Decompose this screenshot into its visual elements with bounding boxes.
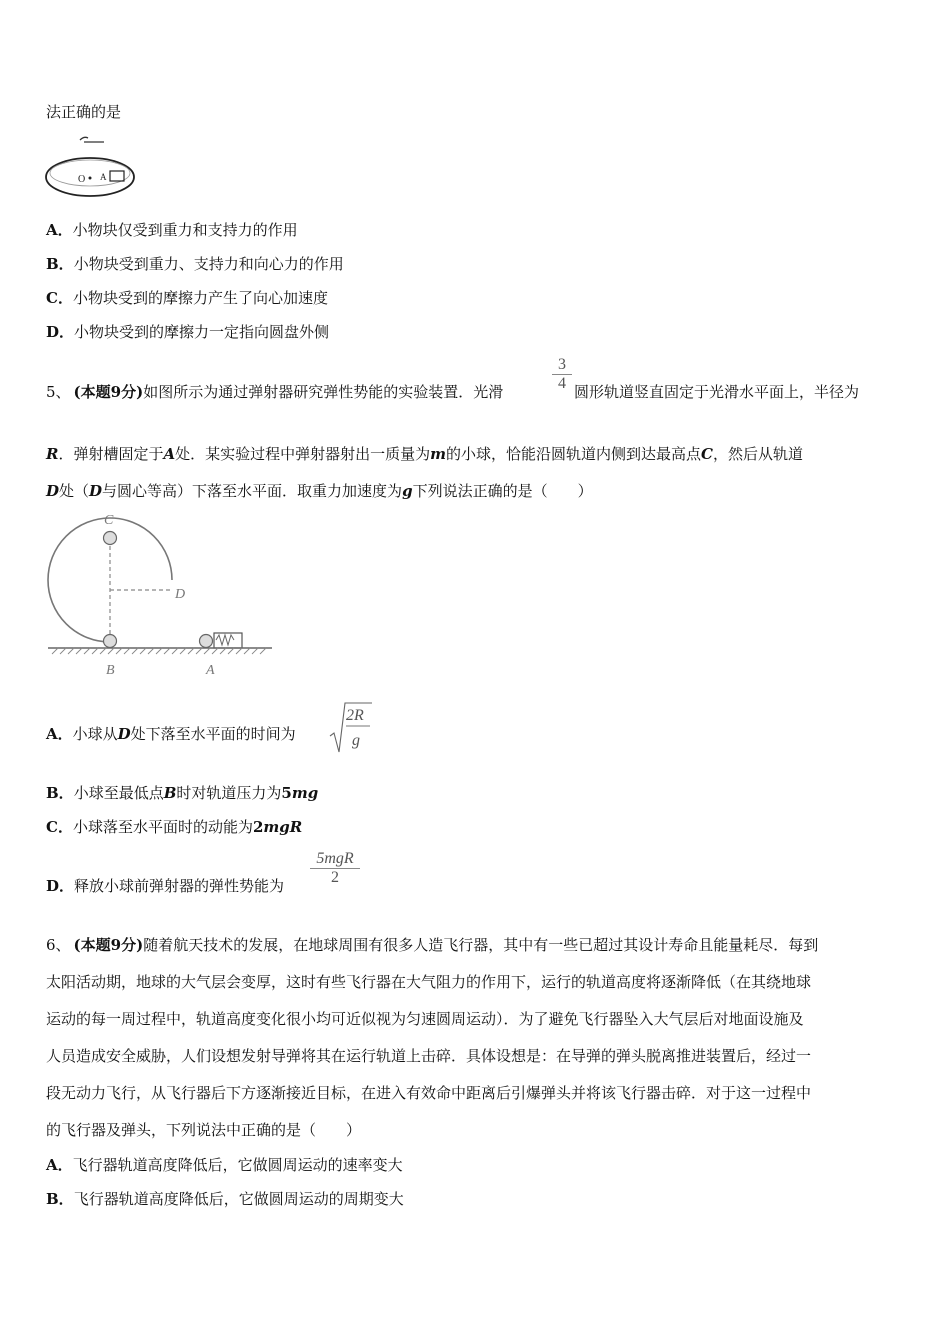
center-o-label: O	[78, 174, 86, 185]
q5-option-b[interactable]: B．小球至最低点B时对轨道压力为5mg	[46, 784, 319, 802]
ball-at-c	[104, 532, 117, 545]
q4-option-b[interactable]: B．小物块受到重力、支持力和向心力的作用	[46, 255, 344, 273]
q6-score: (本题9分)	[73, 936, 144, 954]
q5-stem-line-3: D处（D与圆心等高）下落至水平面．取重力加速度为g下列说法正确的是（ ）	[46, 482, 593, 500]
turntable-figure	[44, 132, 140, 198]
svg-text:g: g	[352, 732, 360, 749]
q4-option-a[interactable]: A．小物块仅受到重力和支持力的作用	[46, 221, 298, 239]
q6-number: 6、	[46, 936, 71, 954]
q4-option-d[interactable]: D．小物块受到的摩擦力一定指向圆盘外侧	[46, 323, 330, 341]
label-b: B	[106, 663, 115, 678]
q5-option-c[interactable]: C．小球落至水平面时的动能为2mgR	[46, 818, 303, 836]
ball-at-a	[200, 635, 213, 648]
sqrt-2r-over-g	[328, 700, 374, 754]
block-a-label: A	[100, 172, 107, 182]
label-d: D	[175, 587, 186, 602]
q6-stem-line-4: 人员造成安全威胁，人们设想发射导弹将其在运行轨道上击碎．具体设想是：在导弹的弹头脱离推进装置后，经过一	[46, 1047, 812, 1065]
q6-stem-line-2: 太阳活动期，地球的大气层会变厚，这时有些飞行器在大气阻力的作用下，运行的轨道高度将逐渐降低（在其绕地球	[46, 973, 812, 991]
loop-track-figure	[40, 510, 280, 682]
svg-text:2R: 2R	[346, 707, 364, 724]
q6-option-b[interactable]: B．飞行器轨道高度降低后，它做圆周运动的周期变大	[46, 1190, 404, 1208]
q6-stem-line-1: 6、 (本题9分)随着航天技术的发展，在地球周围有很多人造飞行器，其中有一些已超过其设计寿命且能量耗尽．每到	[46, 936, 819, 954]
q5-stem-line-1: 5、 (本题9分)如图所示为通过弹射器研究弹性势能的实验装置．光滑	[46, 383, 504, 401]
q4-option-c[interactable]: C．小物块受到的摩擦力产生了向心加速度	[46, 289, 328, 307]
label-a: A	[206, 663, 215, 678]
q5-number: 5、	[46, 383, 71, 401]
question-4-stem-fragment: 法正确的是	[46, 103, 122, 121]
q5-option-d[interactable]: D．释放小球前弹射器的弹性势能为	[46, 877, 285, 895]
label-c: C	[104, 513, 114, 528]
q6-stem-line-3: 运动的每一周过程中，轨道高度变化很小均可近似视为匀速圆周运动）．为了避免飞行器坠入大气层后对地面设施及	[46, 1010, 804, 1028]
q5-stem-line-2: R．弹射槽固定于A处．某实验过程中弹射器射出一质量为m的小球，恰能沿圆轨道内侧到达最高点C，然后从轨道	[46, 445, 803, 463]
q6-stem-line-6: 的飞行器及弹头，下列说法中正确的是（ ）	[46, 1121, 362, 1139]
q5-score: (本题9分)	[73, 383, 144, 401]
q6-option-a[interactable]: A．飞行器轨道高度降低后，它做圆周运动的速率变大	[46, 1156, 403, 1174]
q6-stem-line-5: 段无动力飞行，从飞行器后下方逐渐接近目标，在进入有效命中距离后引爆弹头并将该飞行器击碎．对于这一过程中	[46, 1084, 812, 1102]
five-mgr-over-two: 5mgR 2	[310, 850, 360, 887]
ball-at-b	[104, 635, 117, 648]
q5-stem-line-1b: 圆形轨道竖直固定于光滑水平面上，半径为	[574, 383, 860, 401]
three-quarters-fraction: 3 4	[552, 356, 572, 393]
q5-option-a[interactable]: A．小球从D处下落至水平面的时间为	[46, 725, 296, 743]
